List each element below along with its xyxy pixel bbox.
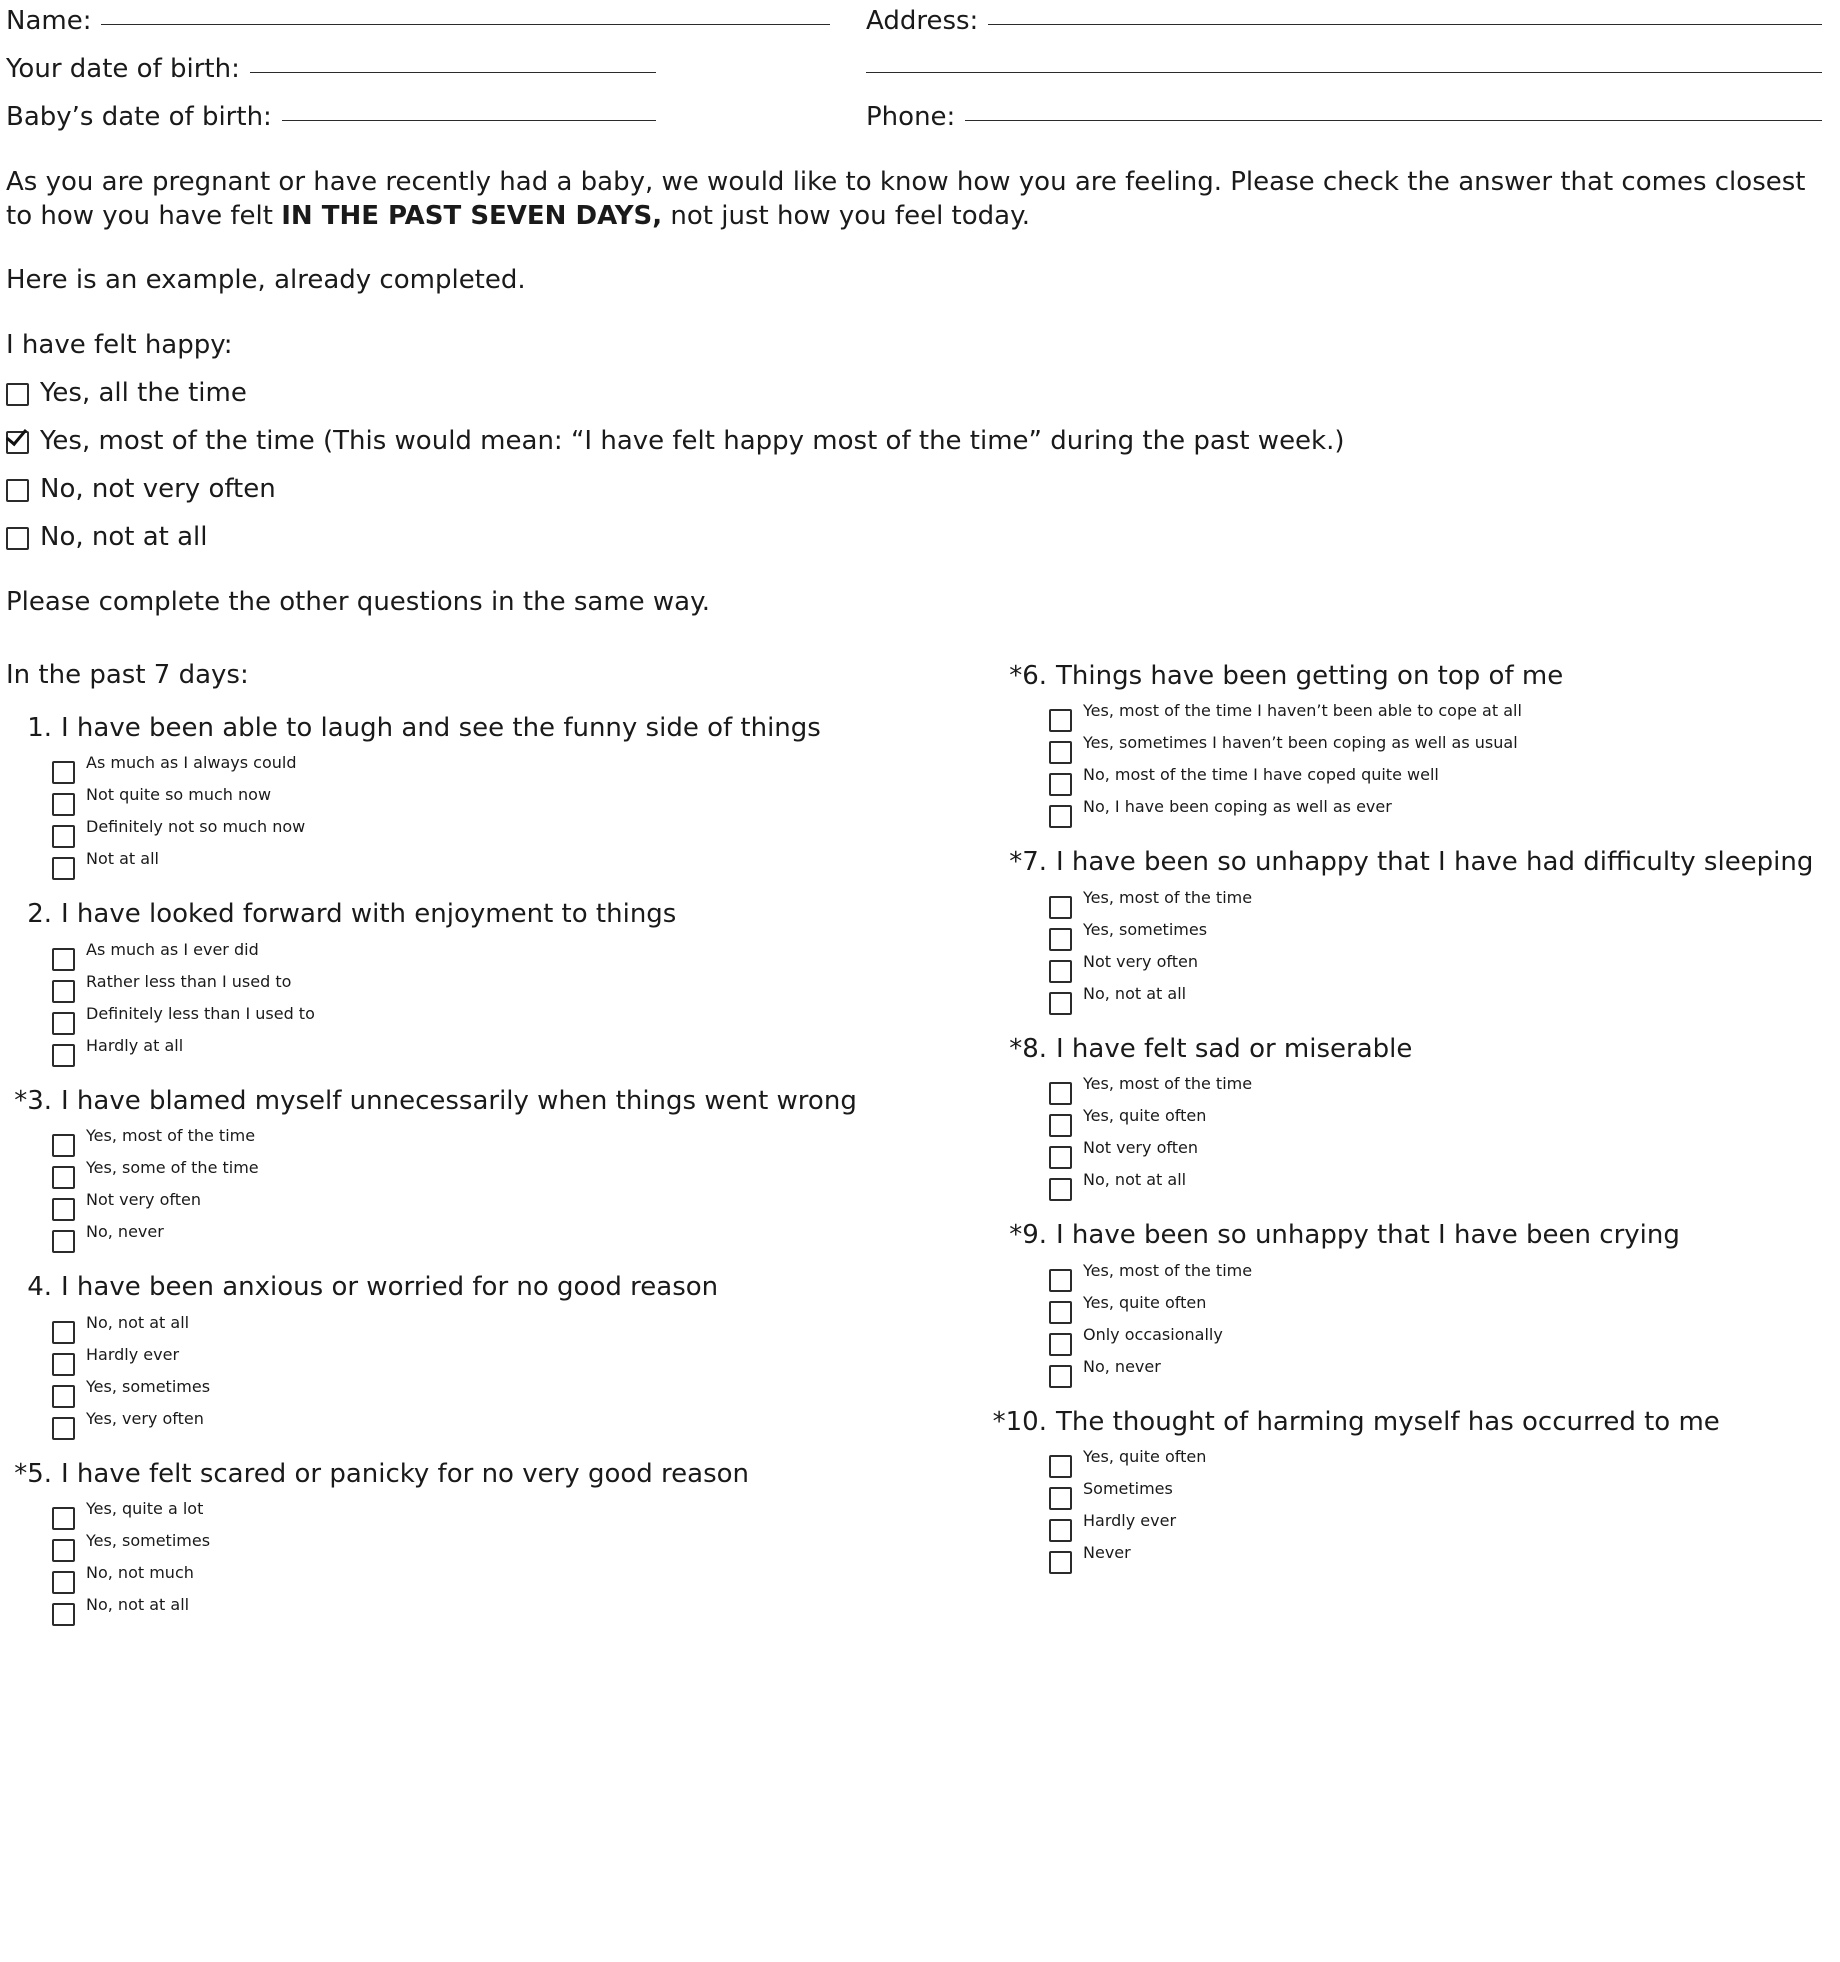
answer-option[interactable] <box>52 940 991 963</box>
questionnaire <box>6 660 1822 1645</box>
answer-option-label: Yes, most of the time <box>1083 1074 1253 1094</box>
checkbox-icon[interactable] <box>52 1321 75 1344</box>
answer-option-label: Yes, quite a lot <box>86 1499 204 1519</box>
answer-option-label: Yes, sometimes I haven’t been coping as well as usual <box>1083 733 1518 753</box>
answer-option-label: Not very often <box>86 1190 201 1210</box>
answer-option-label: Yes, most of the time <box>1083 887 1253 907</box>
question-5 <box>6 1458 991 1619</box>
answer-option-label: Hardly at all <box>86 1035 184 1055</box>
name-label: Name: <box>6 6 92 36</box>
answer-option[interactable] <box>1049 1170 1822 1193</box>
checkbox-icon[interactable] <box>1049 992 1072 1015</box>
checkbox-icon[interactable] <box>52 1044 75 1067</box>
question-8 <box>991 1033 1822 1194</box>
answer-option[interactable] <box>1049 1511 1822 1534</box>
answer-option[interactable] <box>1049 1106 1822 1129</box>
checkbox-icon[interactable] <box>52 761 75 784</box>
instructions-text-part2: not just how you feel today. <box>662 200 1031 231</box>
question-7 <box>991 846 1822 1007</box>
answer-option-label: Never <box>1083 1543 1131 1563</box>
address-label: Address: <box>866 6 979 36</box>
address-line2-group <box>866 75 1822 77</box>
answer-option[interactable] <box>1049 1447 1822 1470</box>
answer-option[interactable] <box>1049 1074 1822 1097</box>
answer-option[interactable] <box>1049 1261 1822 1284</box>
checkbox-icon[interactable] <box>52 1230 75 1253</box>
example-intro-text: Here is an example, already completed. <box>6 264 526 295</box>
name-input[interactable] <box>101 23 830 25</box>
checkbox-icon[interactable] <box>1049 1487 1072 1510</box>
answer-option[interactable] <box>1049 1479 1822 1502</box>
answer-option[interactable] <box>1049 1293 1822 1316</box>
question-number: *6. <box>1009 660 1047 691</box>
lead-in-text: In the past 7 days: <box>6 659 249 690</box>
answer-option-label: No, I have been coping as well as ever <box>1083 797 1392 817</box>
answer-option[interactable] <box>1049 765 1822 788</box>
example-option-label: No, not very often <box>40 474 276 505</box>
name-address-row <box>6 8 1822 34</box>
answer-option-label: No, most of the time I have coped quite well <box>1083 765 1439 785</box>
answer-option[interactable] <box>52 1531 991 1554</box>
question-text: I have felt sad or miserable <box>1056 1033 1413 1064</box>
question-6 <box>991 660 1822 821</box>
checkbox-icon[interactable] <box>52 1166 75 1189</box>
name-field-group <box>6 8 866 34</box>
answer-option-label: No, not at all <box>1083 983 1187 1003</box>
example-block <box>6 327 1822 556</box>
answer-option-label: Yes, most of the time <box>1083 1260 1253 1280</box>
answer-option[interactable] <box>52 1036 991 1059</box>
checkbox-icon[interactable] <box>1049 896 1072 919</box>
checkbox-icon[interactable] <box>52 1385 75 1408</box>
question-9 <box>991 1219 1822 1380</box>
question-1 <box>6 712 991 873</box>
date-of-birth-label: Your date of birth: <box>6 54 240 84</box>
complete-other-questions-text: Please complete the other questions in the same way. <box>6 586 711 617</box>
checkbox-icon[interactable] <box>1049 709 1072 732</box>
checkbox-icon[interactable] <box>6 527 29 550</box>
answer-option[interactable] <box>52 817 991 840</box>
answer-option-label: Not very often <box>1083 951 1198 971</box>
answer-option[interactable] <box>52 1345 991 1368</box>
dob-address2-row <box>6 56 1822 82</box>
answer-option[interactable] <box>1049 797 1822 820</box>
answer-option[interactable] <box>1049 1357 1822 1380</box>
answer-option[interactable] <box>1049 1325 1822 1348</box>
checkbox-icon[interactable] <box>52 857 75 880</box>
baby-date-of-birth-label: Baby’s date of birth: <box>6 102 272 132</box>
checkbox-icon[interactable] <box>6 383 29 406</box>
answer-option[interactable] <box>52 1499 991 1522</box>
answer-option[interactable] <box>52 1409 991 1432</box>
answer-option[interactable] <box>52 785 991 808</box>
date-of-birth-input[interactable] <box>250 71 656 73</box>
answer-option-label: No, not much <box>86 1563 194 1583</box>
checkbox-icon[interactable] <box>52 1507 75 1530</box>
question-text: The thought of harming myself has occurred to me <box>1056 1406 1720 1437</box>
answer-option-label: As much as I ever did <box>86 939 259 959</box>
answer-option-label: No, never <box>86 1222 164 1242</box>
checkbox-icon[interactable] <box>1049 1178 1072 1201</box>
baby-dob-phone-row <box>6 104 1822 130</box>
question-3 <box>6 1085 991 1246</box>
checkbox-icon[interactable] <box>1049 1365 1072 1388</box>
answer-option-label: Yes, very often <box>86 1408 204 1428</box>
answer-option[interactable] <box>52 1004 991 1027</box>
answer-option[interactable] <box>1049 920 1822 943</box>
answer-option-label: As much as I always could <box>86 753 297 773</box>
answer-option[interactable] <box>52 849 991 872</box>
question-4 <box>6 1271 991 1432</box>
checkbox-icon[interactable] <box>52 1353 75 1376</box>
answer-option[interactable] <box>52 1595 991 1618</box>
checkbox-icon[interactable] <box>52 1539 75 1562</box>
example-option-label: Yes, all the time <box>40 378 247 409</box>
question-number: 1. <box>27 712 52 743</box>
checkbox-icon[interactable] <box>52 1571 75 1594</box>
instructions-text-part1: As you are pregnant or have recently had a baby, we would like to know how you are feeling. Please check the answer that comes closest to how you have felt <box>6 167 1806 231</box>
answer-option-label: Yes, sometimes <box>1083 919 1208 939</box>
checkbox-icon[interactable] <box>1049 1301 1072 1324</box>
answer-option[interactable] <box>1049 1543 1822 1566</box>
answer-option[interactable] <box>1049 888 1822 911</box>
address-input[interactable] <box>988 23 1822 25</box>
phone-label: Phone: <box>866 102 956 132</box>
checkbox-icon[interactable] <box>1049 1114 1072 1137</box>
answer-option-label: Not very often <box>1083 1138 1198 1158</box>
answer-option-label: Hardly ever <box>1083 1511 1177 1531</box>
answer-option-label: Yes, quite often <box>1083 1447 1207 1467</box>
answer-option-label: Yes, quite often <box>1083 1106 1207 1126</box>
question-text: I have been so unhappy that I have been crying <box>1056 1220 1680 1251</box>
checkbox-icon[interactable] <box>1049 1551 1072 1574</box>
answer-option-label: No, not at all <box>86 1312 190 1332</box>
checkbox-icon[interactable] <box>1049 1082 1072 1105</box>
questions-column-right <box>991 660 1822 1645</box>
answer-option[interactable] <box>52 1190 991 1213</box>
checkbox-icon[interactable] <box>1049 1519 1072 1542</box>
answer-option-label: Sometimes <box>1083 1479 1173 1499</box>
baby-date-of-birth-input[interactable] <box>282 119 656 121</box>
answer-option[interactable] <box>1049 984 1822 1007</box>
checkbox-icon[interactable] <box>1049 928 1072 951</box>
answer-option-label: Definitely not so much now <box>86 817 306 837</box>
example-option[interactable] <box>6 471 1822 508</box>
answer-option-label: Not at all <box>86 849 159 869</box>
answer-option[interactable] <box>52 1222 991 1245</box>
answer-option-label: Definitely less than I used to <box>86 1003 315 1023</box>
checkbox-icon[interactable] <box>1049 741 1072 764</box>
question-number: 2. <box>27 899 52 930</box>
question-text: I have been so unhappy that I have had difficulty sleeping <box>1056 847 1814 878</box>
answer-option-label: Hardly ever <box>86 1344 180 1364</box>
question-number: *10. <box>992 1406 1047 1437</box>
checkbox-icon[interactable] <box>52 1012 75 1035</box>
answer-option-label: Yes, most of the time <box>86 1126 256 1146</box>
question-number: 4. <box>27 1272 52 1303</box>
answer-option-label: Not quite so much now <box>86 785 272 805</box>
question-number: *8. <box>1009 1033 1047 1064</box>
checkbox-icon[interactable] <box>52 1198 75 1221</box>
address-line2-input[interactable] <box>866 71 1822 73</box>
answer-option[interactable] <box>1049 952 1822 975</box>
checkbox-icon[interactable] <box>1049 1455 1072 1478</box>
answer-option[interactable] <box>52 1313 991 1336</box>
questions-column-left <box>6 660 991 1645</box>
checkbox-icon[interactable] <box>52 1417 75 1440</box>
question-text: I have felt scared or panicky for no very good reason <box>61 1458 750 1489</box>
answer-option-label: Yes, some of the time <box>86 1158 259 1178</box>
answer-option-label: No, never <box>1083 1356 1161 1376</box>
answer-option[interactable] <box>52 1126 991 1149</box>
answer-option-label: Only occasionally <box>1083 1324 1223 1344</box>
address-field-group <box>866 8 1822 34</box>
answer-option-label: No, not at all <box>86 1595 190 1615</box>
checkbox-icon[interactable] <box>52 948 75 971</box>
example-question-text: I have felt happy: <box>6 330 233 361</box>
question-number: *7. <box>1009 847 1047 878</box>
phone-field-group <box>866 104 1822 130</box>
answer-option[interactable] <box>52 753 991 776</box>
checkbox-icon[interactable] <box>52 793 75 816</box>
answer-option-label: Yes, sometimes <box>86 1376 211 1396</box>
example-option[interactable] <box>6 519 1822 556</box>
checkbox-icon[interactable] <box>1049 960 1072 983</box>
checkbox-icon[interactable] <box>52 1134 75 1157</box>
answer-option-label: Rather less than I used to <box>86 971 292 991</box>
example-option-label: No, not at all <box>40 522 208 553</box>
baby-dob-field-group <box>6 104 866 130</box>
answer-option-label: Yes, quite often <box>1083 1292 1207 1312</box>
question-text: I have looked forward with enjoyment to things <box>61 899 677 930</box>
answer-option-label: Yes, most of the time I haven’t been able to cope at all <box>1083 701 1522 721</box>
checkbox-icon[interactable] <box>52 980 75 1003</box>
checkbox-checked-icon[interactable] <box>6 431 29 454</box>
question-text: Things have been getting on top of me <box>1056 660 1564 691</box>
example-option[interactable] <box>6 375 1822 412</box>
answer-option[interactable] <box>1049 733 1822 756</box>
question-text: I have been anxious or worried for no good reason <box>61 1272 719 1303</box>
question-number: *3. <box>14 1085 52 1116</box>
checkbox-icon[interactable] <box>1049 1146 1072 1169</box>
question-text: I have blamed myself unnecessarily when things went wrong <box>61 1085 857 1116</box>
patient-details-block <box>6 8 1822 130</box>
phone-input[interactable] <box>965 119 1822 121</box>
checkbox-icon[interactable] <box>1049 1269 1072 1292</box>
checkbox-icon[interactable] <box>1049 1333 1072 1356</box>
answer-option[interactable] <box>1049 1138 1822 1161</box>
checkbox-icon[interactable] <box>1049 805 1072 828</box>
question-number: *9. <box>1009 1220 1047 1251</box>
answer-option[interactable] <box>52 1158 991 1181</box>
answer-option[interactable] <box>52 972 991 995</box>
example-option[interactable] <box>6 423 1822 460</box>
checkbox-icon[interactable] <box>6 479 29 502</box>
question-text: I have been able to laugh and see the funny side of things <box>61 712 821 743</box>
checkbox-icon[interactable] <box>52 1603 75 1626</box>
example-option-label: Yes, most of the time (This would mean: “I have felt happy most of the time” during the past week.) <box>40 426 1345 457</box>
answer-option-label: No, not at all <box>1083 1170 1187 1190</box>
instructions-emphasis: IN THE PAST SEVEN DAYS, <box>281 200 663 231</box>
dob-field-group <box>6 56 866 82</box>
question-2 <box>6 898 991 1059</box>
question-10 <box>991 1406 1822 1567</box>
checkbox-icon[interactable] <box>1049 773 1072 796</box>
question-number: *5. <box>14 1458 52 1489</box>
answer-option-label: Yes, sometimes <box>86 1531 211 1551</box>
answer-option[interactable] <box>52 1563 991 1586</box>
answer-option[interactable] <box>1049 701 1822 724</box>
checkbox-icon[interactable] <box>52 825 75 848</box>
instructions-paragraph <box>6 166 1822 234</box>
answer-option[interactable] <box>52 1377 991 1400</box>
